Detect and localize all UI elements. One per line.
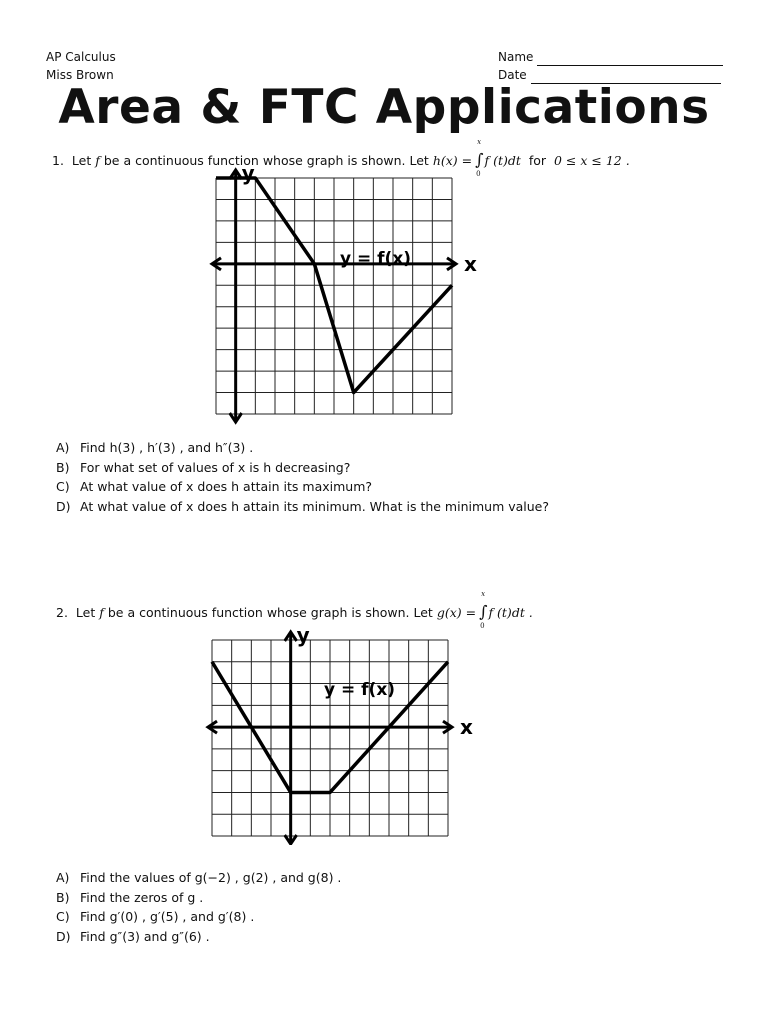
part-label: D) (56, 928, 71, 944)
problem1-parts (56, 438, 549, 516)
part-label: D) (56, 498, 71, 514)
problem1-h-def: h(x) = (432, 153, 473, 168)
integral-upper: x (481, 590, 486, 598)
problem1-number: 1. (52, 153, 64, 168)
part-label: A) (56, 440, 70, 455)
problem2-part-a (56, 868, 341, 888)
integral-lower: 0 (480, 622, 485, 630)
part-text: Find g′(0) , g′(5) , and g′(8) . (80, 909, 255, 924)
part-text: For what set of values of x is h decreasing? (80, 459, 351, 475)
problem2-part-c (56, 907, 341, 927)
teacher-name: Miss Brown (46, 68, 114, 82)
part-text: At what value of x does h attain its maximum? (80, 479, 373, 494)
x-axis-label: x (460, 715, 473, 740)
integral-upper: x (477, 138, 482, 146)
part-text: Find h(3) , h′(3) , and h″(3) . (80, 440, 254, 455)
header-right (498, 48, 738, 84)
integral-lower: 0 (476, 170, 481, 178)
problem2-g-def: g(x) = (436, 605, 477, 620)
problem1-for: for (528, 153, 547, 168)
part-text: Find the values of g(−2) , g(2) , and g(8) . (80, 870, 342, 885)
part-label: C) (56, 479, 70, 494)
part-text: Find the zeros of g . (80, 889, 204, 905)
problem1-graph (196, 162, 486, 432)
name-row (498, 48, 738, 66)
y-axis-label: y (296, 623, 310, 647)
problem2-f: f (99, 605, 104, 620)
part-label: B) (56, 459, 70, 475)
x-axis-label: x (464, 251, 477, 276)
date-label: Date (498, 68, 527, 82)
problem1-stem-let: Let (71, 153, 92, 168)
problem2-part-d (56, 927, 341, 947)
part-text: Find g″(3) and g″(6) . (80, 928, 210, 944)
problem2-stem-text: be a continuous function whose graph is shown. Let (107, 605, 433, 620)
part-label: B) (56, 889, 70, 905)
problem1-domain: 0 ≤ x ≤ 12 . (553, 153, 630, 168)
problem1-part-d (56, 497, 549, 517)
problem1-part-a (56, 438, 549, 458)
page-title: Area & FTC Applications (58, 80, 710, 135)
part-label: A) (56, 870, 70, 885)
problem1-integrand: f (t)dt (484, 153, 521, 168)
header-left (46, 48, 116, 84)
problem2-number: 2. (56, 605, 68, 620)
problem2-stem-let: Let (75, 605, 96, 620)
problem2-parts (56, 868, 341, 946)
part-text: At what value of x does h attain its minimum. What is the minimum value? (80, 498, 550, 514)
problem1-f: f (95, 153, 100, 168)
integral-sign: ∫ x 0 (475, 138, 484, 178)
curve-label: y = f(x) (340, 249, 412, 269)
curve-label: y = f(x) (324, 680, 396, 700)
name-label: Name (498, 50, 534, 64)
y-axis-label: y (241, 162, 255, 185)
problem2-part-b (56, 888, 341, 908)
problem1-part-c (56, 477, 549, 497)
integral-sign: ∫ x 0 (479, 590, 488, 630)
problem2-graph (196, 620, 476, 845)
course-name: AP Calculus (46, 50, 116, 64)
problem1-part-b (56, 458, 549, 478)
part-label: C) (56, 909, 70, 924)
problem2-integrand: f (t)dt . (488, 605, 533, 620)
name-blank[interactable] (537, 53, 723, 66)
problem2-stem (56, 590, 533, 630)
problem1-stem-text: be a continuous function whose graph is shown. Let (103, 153, 429, 168)
